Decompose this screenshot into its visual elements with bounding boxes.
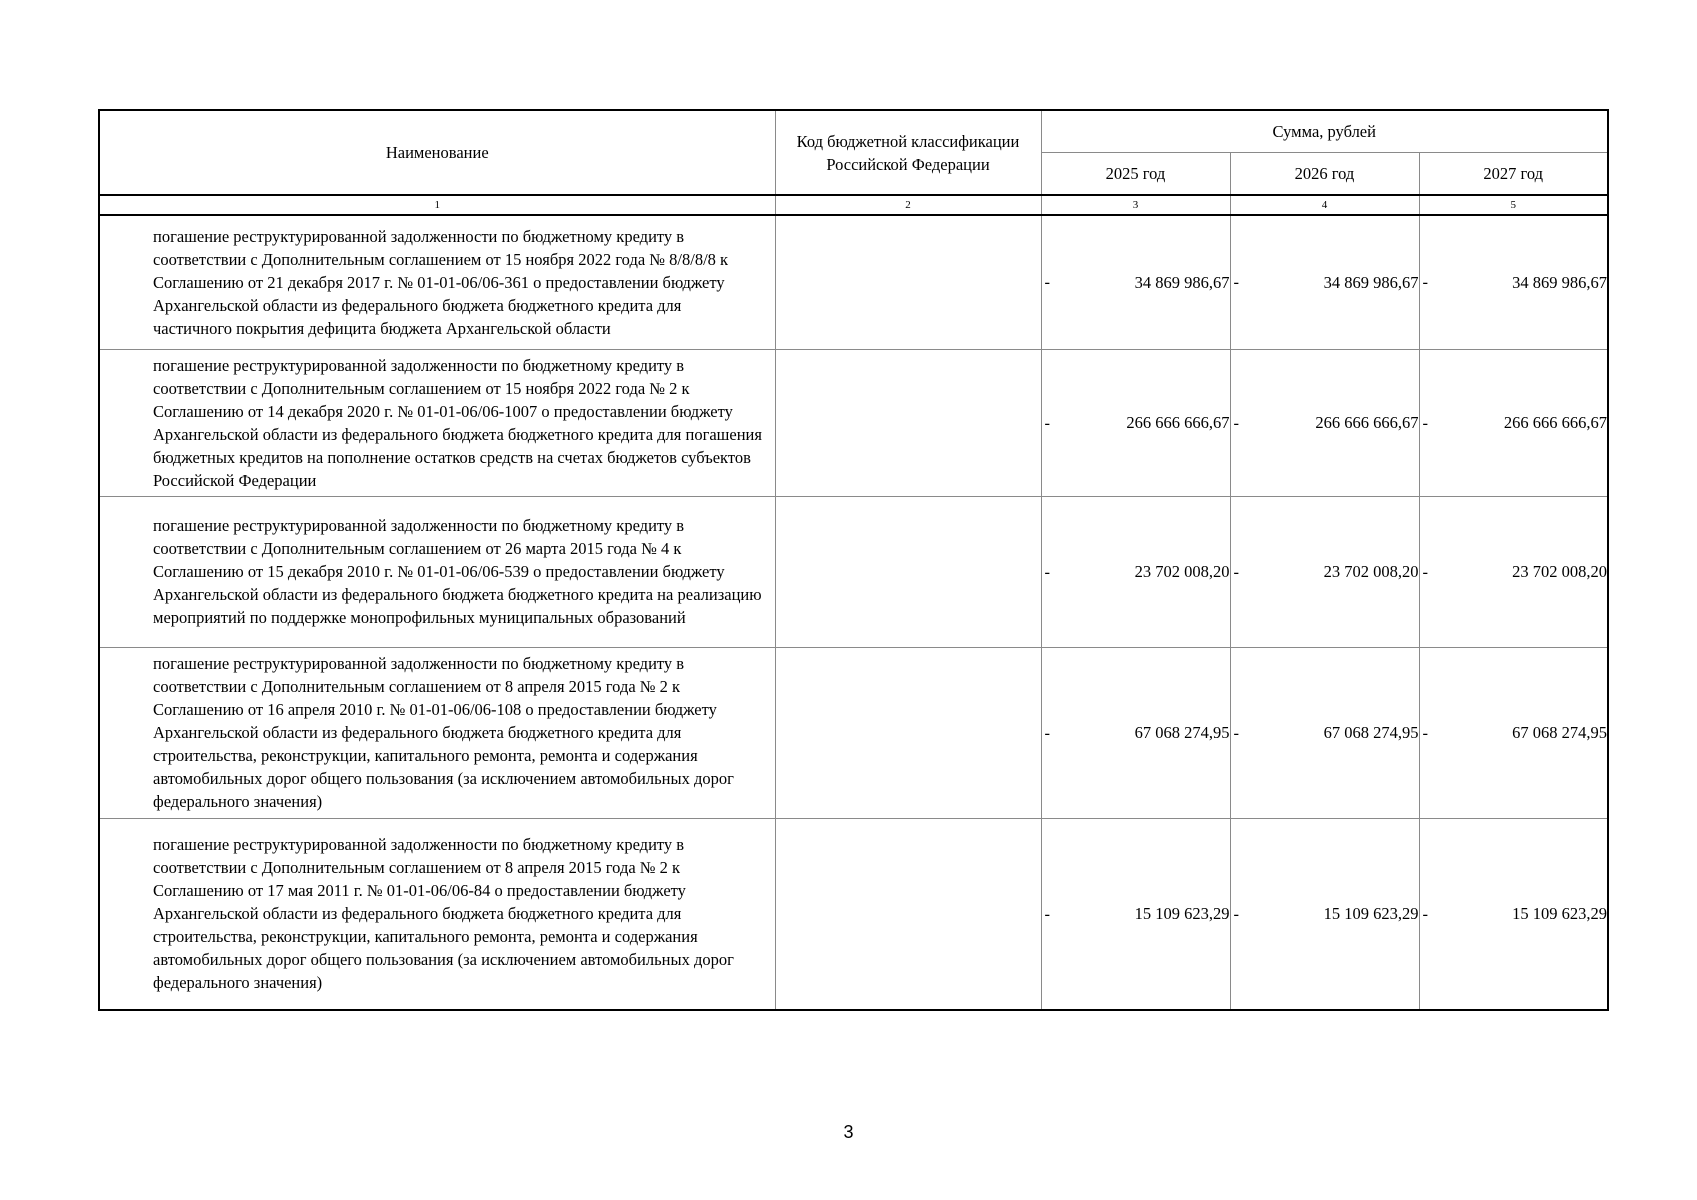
amount-2025: [1041, 349, 1230, 496]
table-row: [99, 349, 1608, 496]
amount-2026: [1230, 349, 1419, 496]
header-name: Наименование: [99, 110, 775, 195]
sign: -: [1422, 904, 1428, 924]
sign: -: [1422, 272, 1428, 292]
value: 15 109 623,29: [1134, 904, 1230, 924]
row-code: [775, 215, 1041, 349]
value: 266 666 666,67: [1126, 413, 1230, 432]
row-name: погашение реструктурированной задолженности по бюджетному кредиту в соответствии с Дополнительным соглашением от 8 апреля 2015 года № 2 к Соглашению от 17 мая 2011 г. № 01-01-06/06-84 о предоставлении бюджету Архангельской области из федерального бюджета бюджетного кредита для строительства, реконструкции, капитального ремонта, ремонта и содержания автомобильных дорог общего пользования (за исключением автомобильных дорог федерального значения): [153, 835, 734, 993]
row-name-cell: [99, 647, 775, 818]
amount-2026: [1230, 818, 1419, 1010]
value: 67 068 274,95: [1323, 723, 1419, 742]
sign: -: [1422, 413, 1428, 432]
header-code-text: Код бюджетной классификации Российской Федерации: [796, 131, 1020, 174]
amount-2026: [1230, 647, 1419, 818]
sign: -: [1233, 413, 1239, 432]
row-code: [775, 818, 1041, 1010]
column-number-5: 5: [1419, 195, 1608, 215]
value: 15 109 623,29: [1512, 904, 1608, 924]
amount-2027: [1419, 349, 1608, 496]
row-name-cell: [99, 215, 775, 349]
header-code: [775, 110, 1041, 195]
column-number-1: 1: [99, 195, 775, 215]
amount-2027: [1419, 818, 1608, 1010]
sign: -: [1233, 723, 1239, 742]
row-name-cell: [99, 349, 775, 496]
header-sum: Сумма, рублей: [1041, 110, 1608, 153]
amount-2027: [1419, 215, 1608, 349]
column-number-2: 2: [775, 195, 1041, 215]
amount-2026: [1230, 496, 1419, 647]
sign: -: [1044, 272, 1050, 292]
amount-2025: [1041, 496, 1230, 647]
value: 23 702 008,20: [1512, 562, 1608, 581]
row-name-cell: [99, 496, 775, 647]
page-number: 3: [843, 1122, 854, 1142]
table-row: [99, 818, 1608, 1010]
sign: -: [1233, 904, 1239, 924]
row-name: погашение реструктурированной задолженности по бюджетному кредиту в соответствии с Дополнительным соглашением от 26 марта 2015 года № 4 к Соглашению от 15 декабря 2010 г. № 01-01-06/06-539 о предоставлении бюджету Архангельской области из федерального бюджета бюджетного кредита на реализацию мероприятий по поддержке монопрофильных муниципальных образований: [153, 516, 762, 627]
value: 266 666 666,67: [1503, 413, 1608, 432]
sign: -: [1233, 272, 1239, 292]
row-code: [775, 496, 1041, 647]
column-number-3: 3: [1041, 195, 1230, 215]
value: 23 702 008,20: [1323, 562, 1419, 581]
amount-2026: [1230, 215, 1419, 349]
budget-table: [98, 109, 1609, 1011]
value: 23 702 008,20: [1134, 562, 1230, 581]
row-code: [775, 349, 1041, 496]
header-year-2025: 2025 год: [1041, 153, 1230, 196]
header-year-2026: 2026 год: [1230, 153, 1419, 196]
sign: -: [1233, 562, 1239, 581]
value: 266 666 666,67: [1315, 413, 1419, 432]
sign: -: [1044, 723, 1050, 742]
sign: -: [1044, 562, 1050, 581]
row-name: погашение реструктурированной задолженности по бюджетному кредиту в соответствии с Дополнительным соглашением от 15 ноября 2022 года № 8/8/8/8 к Соглашению от 21 декабря 2017 г. № 01-01-06/06-361 о предоставлении бюджету Архангельской области из федерального бюджета бюджетного кредита для частичного покрытия дефицита бюджета Архангельской области: [153, 226, 729, 338]
sign: -: [1422, 562, 1428, 581]
amount-2025: [1041, 818, 1230, 1010]
value: 34 869 986,67: [1323, 272, 1419, 292]
amount-2025: [1041, 215, 1230, 349]
value: 34 869 986,67: [1134, 272, 1230, 292]
value: 15 109 623,29: [1323, 904, 1419, 924]
sign: -: [1044, 413, 1050, 432]
sign: -: [1044, 904, 1050, 924]
value: 67 068 274,95: [1512, 723, 1608, 742]
value: 67 068 274,95: [1134, 723, 1230, 742]
value: 34 869 986,67: [1512, 272, 1608, 292]
row-name: погашение реструктурированной задолженности по бюджетному кредиту в соответствии с Дополнительным соглашением от 15 ноября 2022 года № 2 к Соглашению от 14 декабря 2020 г. № 01-01-06/06-1007 о предоставлении бюджету Архангельской области из федерального бюджета бюджетного кредита для погашения бюджетных кредитов на пополнение остатков средств на счетах бюджетов субъектов Российской Федерации: [153, 355, 762, 490]
row-name: погашение реструктурированной задолженности по бюджетному кредиту в соответствии с Дополнительным соглашением от 8 апреля 2015 года № 2 к Соглашению от 16 апреля 2010 г. № 01-01-06/06-108 о предоставлении бюджету Архангельской области из федерального бюджета бюджетного кредита для строительства, реконструкции, капитального ремонта, ремонта и содержания автомобильных дорог общего пользования (за исключением автомобильных дорог федерального значения): [153, 654, 734, 811]
table-row: [99, 496, 1608, 647]
row-code: [775, 647, 1041, 818]
table-row: [99, 215, 1608, 349]
sign: -: [1422, 723, 1428, 742]
column-number-4: 4: [1230, 195, 1419, 215]
header-year-2027: 2027 год: [1419, 153, 1608, 196]
amount-2027: [1419, 496, 1608, 647]
amount-2025: [1041, 647, 1230, 818]
row-name-cell: [99, 818, 775, 1010]
table-row: [99, 647, 1608, 818]
column-number-row: [99, 195, 1608, 215]
amount-2027: [1419, 647, 1608, 818]
